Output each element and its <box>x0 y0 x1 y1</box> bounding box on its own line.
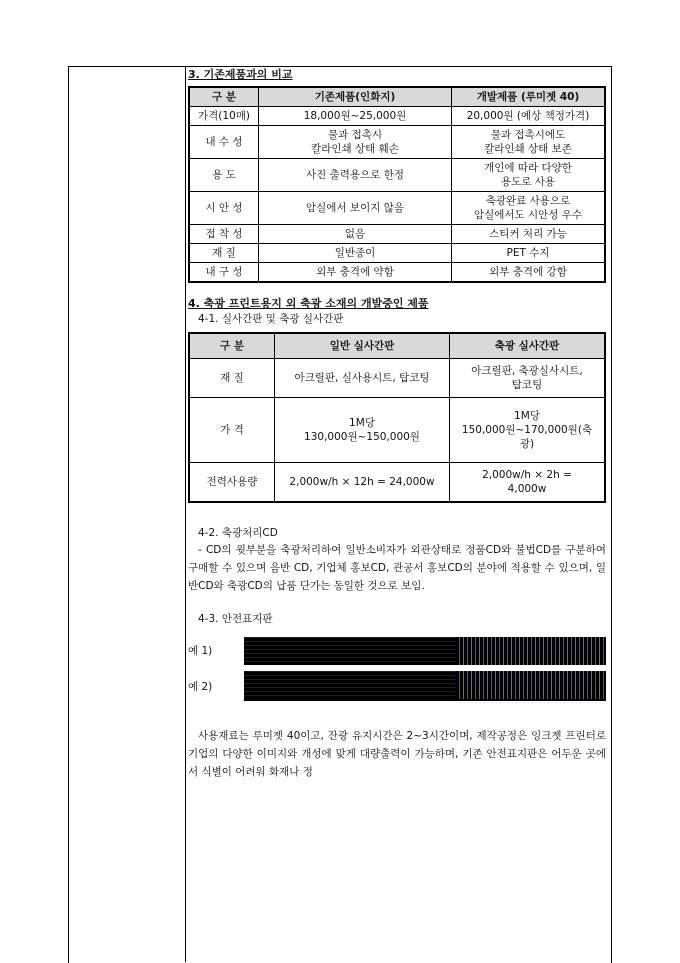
header-cell: 축광 실사간판 <box>450 333 606 359</box>
table-row <box>189 263 605 283</box>
safety-sign-paragraph: 사용재료는 루미젯 40이고, 잔광 유지시간은 2~3시간이며, 제작공정은 잉크젯 프린터로 기업의 다양한 이미지와 개성에 맞게 대량출력이 가능하며, 기존 안전표지판은 어두운 곳에서 식별이 어려워 화재나 정 <box>188 730 606 778</box>
table-cell: 1M당 150,000원~170,000원(축 광) <box>450 398 606 463</box>
table-cell: 사진 출력용으로 한정 <box>259 159 452 192</box>
table-row <box>189 225 605 244</box>
table-cell: 전력사용량 <box>189 463 275 503</box>
safety-sign-image-2 <box>244 671 606 701</box>
left-column <box>68 66 186 962</box>
sub-heading-4-1: 4-1. 실사간판 및 축광 실사간판 <box>198 313 344 325</box>
table-row <box>189 398 605 463</box>
table-cell: 가격(10매) <box>189 107 259 126</box>
header-cell: 구 분 <box>189 333 275 359</box>
sub-heading-4-2: 4-2. 축광처리CD <box>198 527 278 539</box>
example-label: 예 2) <box>188 681 213 693</box>
table-cell: 외부 충격에 강함 <box>452 263 606 283</box>
table-row <box>189 126 605 159</box>
table-cell: 내 수 성 <box>189 126 259 159</box>
table-cell: 시 안 성 <box>189 192 259 225</box>
sub-heading-4-3: 4-3. 안전표지판 <box>198 613 273 625</box>
safety-sign-image-1 <box>244 637 606 665</box>
table-row <box>189 107 605 126</box>
table-cell: 내 구 성 <box>189 263 259 283</box>
example-label: 예 1) <box>188 645 213 657</box>
table-cell: 가 격 <box>189 398 275 463</box>
table-header-row <box>189 333 605 359</box>
table-cell: 없음 <box>259 225 452 244</box>
table-cell: 스티커 처리 가능 <box>452 225 606 244</box>
table-cell: 2,000w/h × 2h = 4,000w <box>450 463 606 503</box>
comparison-table <box>188 86 606 283</box>
table-header-row <box>189 87 605 107</box>
table-cell: 20,000원 (예상 책정가격) <box>452 107 606 126</box>
safety-sign-examples <box>188 635 606 715</box>
table-cell: PET 수지 <box>452 244 606 263</box>
section3-title: 3. 기존제품과의 비교 <box>188 68 293 81</box>
table-cell: 개인에 따라 다양한 용도로 사용 <box>452 159 606 192</box>
table-cell: 18,000원~25,000원 <box>259 107 452 126</box>
table-cell: 재 질 <box>189 359 275 398</box>
table-cell: 외부 충격에 약함 <box>259 263 452 283</box>
table-cell: 물과 접촉시 칼라인쇄 상태 훼손 <box>259 126 452 159</box>
table-cell: 일반종이 <box>259 244 452 263</box>
table-cell: 물과 접촉시에도 칼라인쇄 상태 보존 <box>452 126 606 159</box>
table-cell: 아크릴판, 실사용시트, 탑코팅 <box>275 359 450 398</box>
section4-title: 4. 축광 프린트용지 외 축광 소재의 개발중인 제품 <box>188 297 429 310</box>
sign-table <box>188 332 606 503</box>
header-cell: 구 분 <box>189 87 259 107</box>
table-cell: 재 질 <box>189 244 259 263</box>
table-row <box>189 244 605 263</box>
table-cell: 용 도 <box>189 159 259 192</box>
table-row <box>189 463 605 503</box>
header-cell: 기존제품(인화지) <box>259 87 452 107</box>
cd-paragraph: - CD의 윗부분을 축광처리하여 일반소비자가 외관상태로 정품CD와 불법CD를 구분하여 구매할 수 있으며 음반 CD, 기업체 홍보CD, 관공서 홍보CD의 분야에 적용할 수 있으며, 일반CD와 축광CD의 납품 단가는 동일한 것으로 보임. <box>188 544 606 592</box>
table-row <box>189 359 605 398</box>
table-cell: 암실에서 보이지 않음 <box>259 192 452 225</box>
table-cell: 2,000w/h × 12h = 24,000w <box>275 463 450 503</box>
table-cell: 1M당 130,000원~150,000원 <box>275 398 450 463</box>
table-cell: 접 착 성 <box>189 225 259 244</box>
table-row <box>189 159 605 192</box>
header-cell: 일반 실사간판 <box>275 333 450 359</box>
header-cell: 개발제품 (루미젯 40) <box>452 87 606 107</box>
table-cell: 축광완료 사용으로 암실에서도 시안성 우수 <box>452 192 606 225</box>
content-area <box>188 66 606 781</box>
table-row <box>189 192 605 225</box>
table-cell: 아크릴판, 축광실사시트, 탑코팅 <box>450 359 606 398</box>
